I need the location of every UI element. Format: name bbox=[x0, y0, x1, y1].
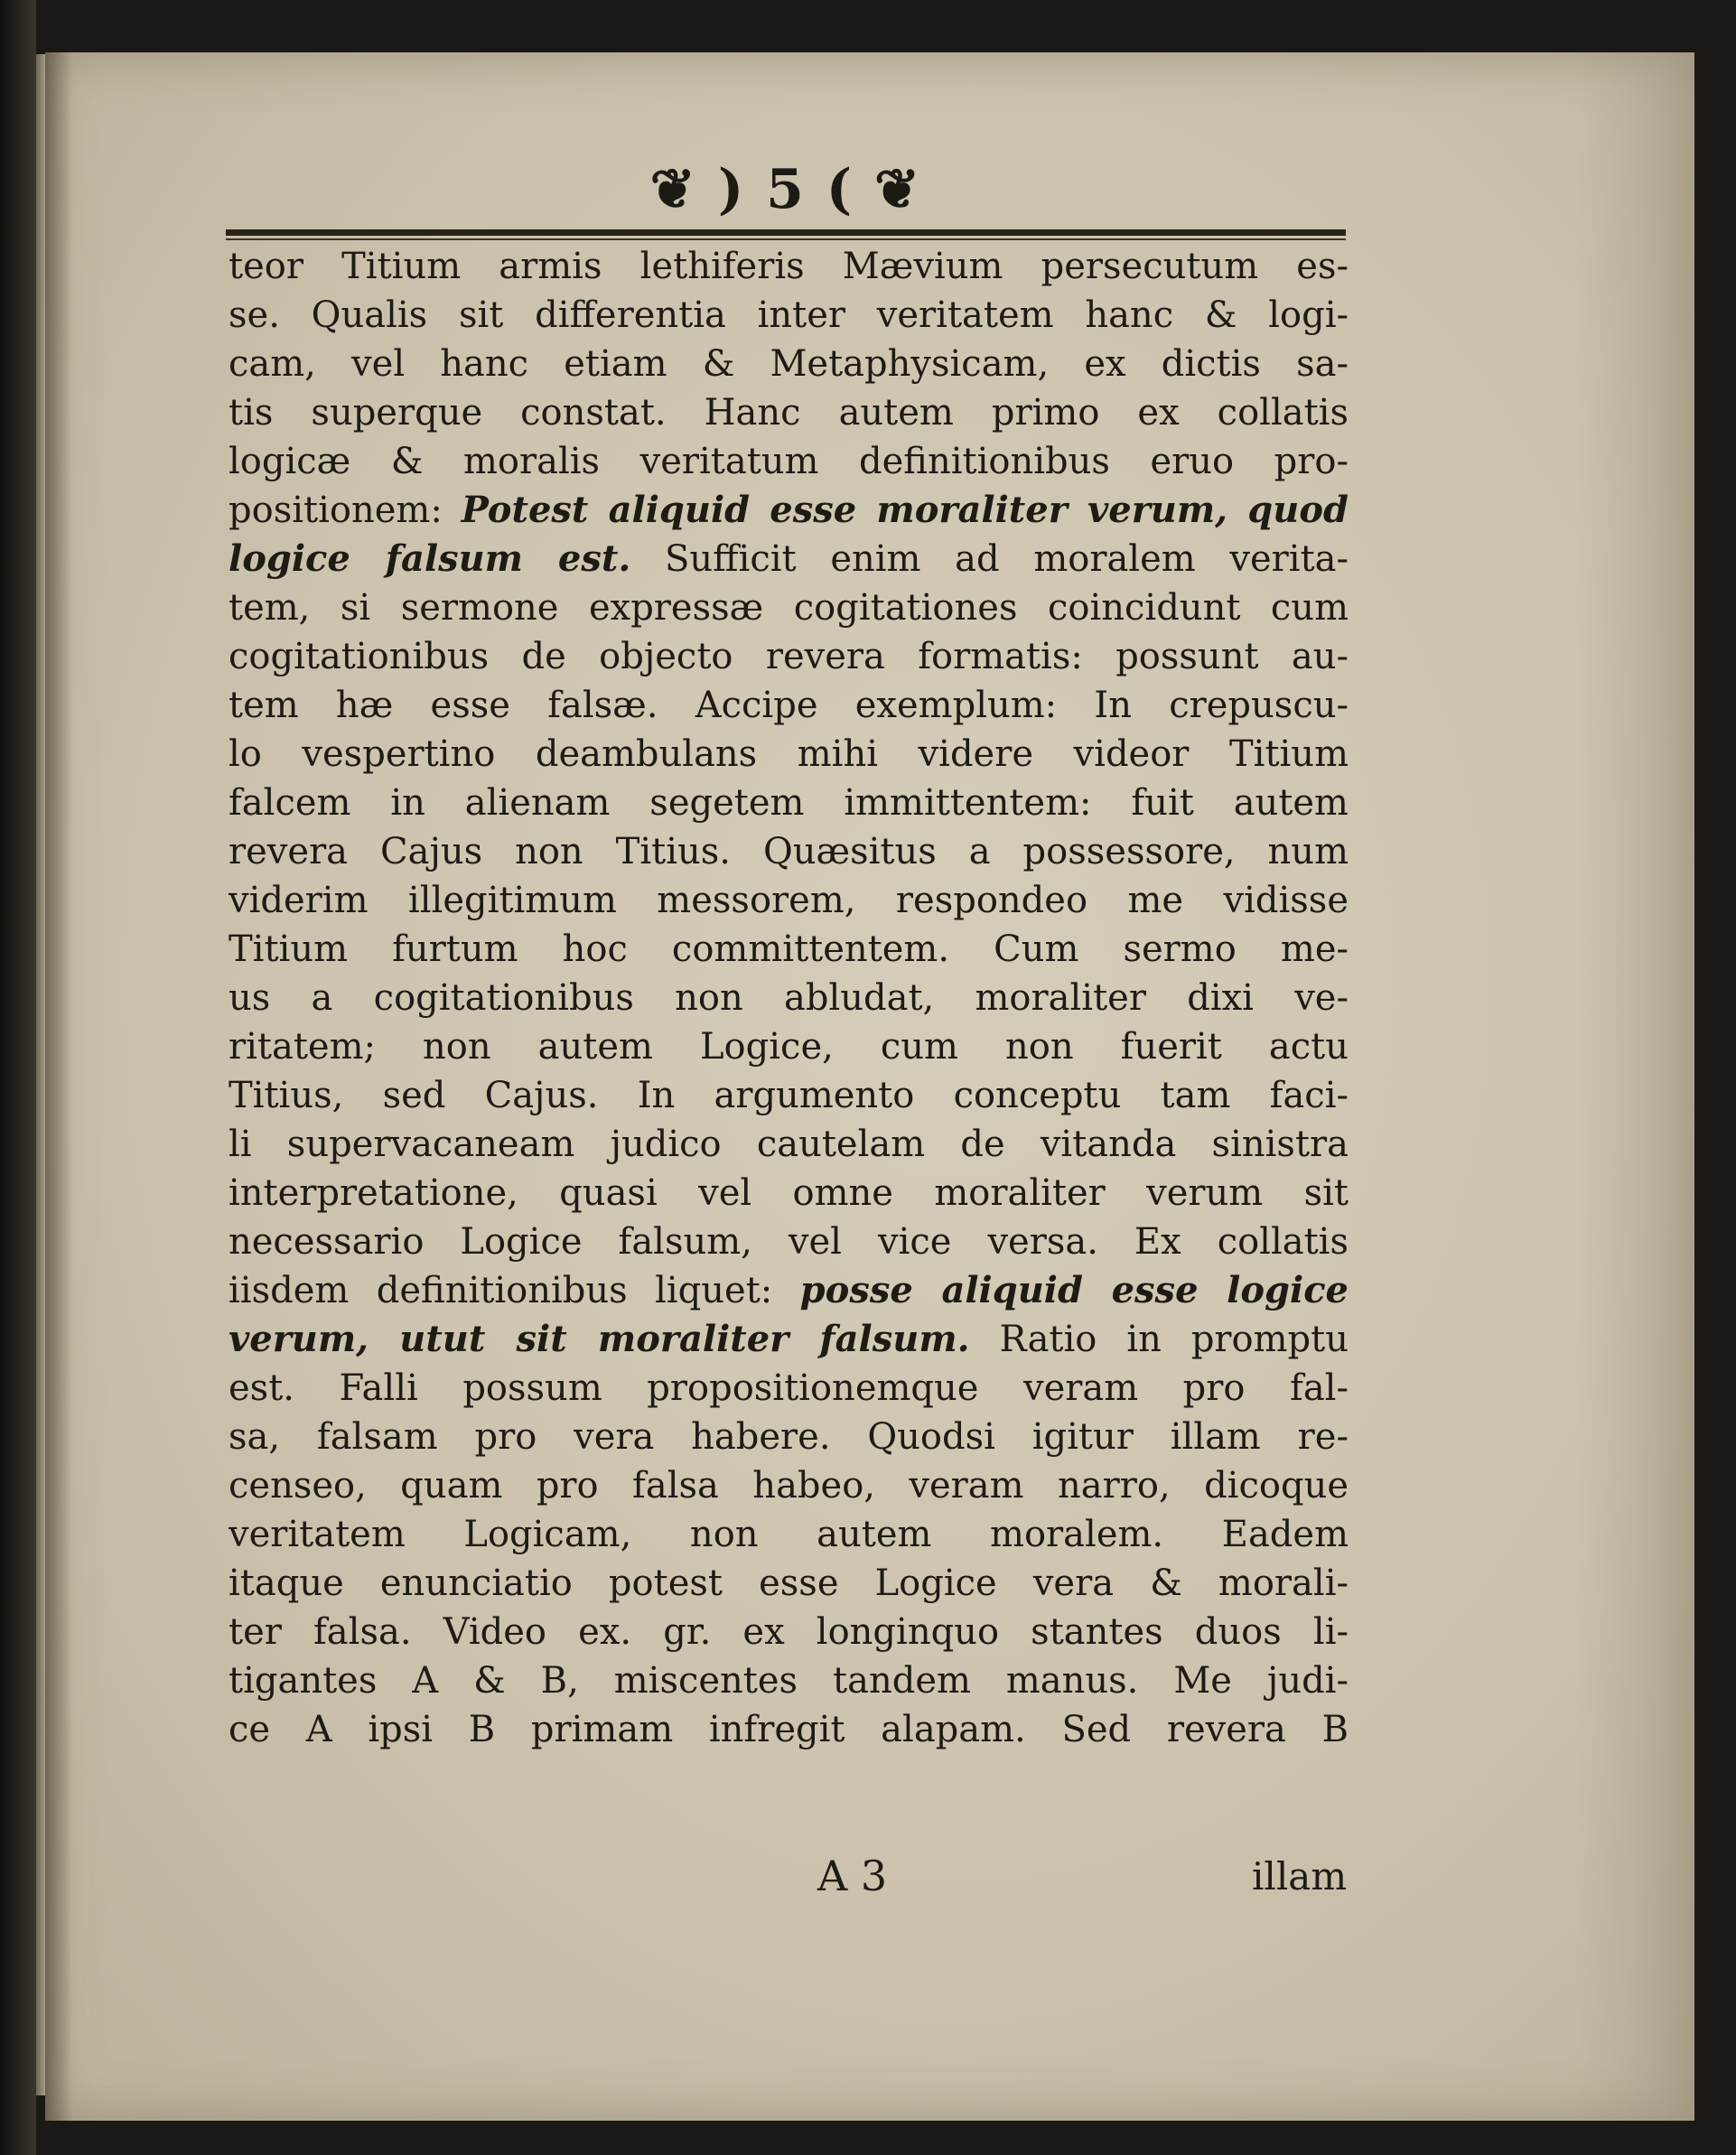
text-line-mixed bbox=[229, 486, 1349, 535]
text-line: cam, vel hanc etiam & Metaphysicam, ex dictis sa- bbox=[229, 343, 1349, 385]
body-text bbox=[229, 242, 1349, 1754]
text-line: teor Titium armis lethiferis Mævium persecutum es- bbox=[229, 246, 1349, 287]
text-line: viderim illegitimum messorem, respondeo me vidisse bbox=[229, 880, 1349, 921]
text-roman: iisdem definitionibus liquet: bbox=[229, 1270, 800, 1311]
text-roman: positionem: bbox=[229, 490, 462, 531]
text-line: li supervacaneam judico cautelam de vitanda sinistra bbox=[229, 1124, 1349, 1165]
text-line: est. Falli possum propositionemque veram pro fal- bbox=[229, 1367, 1349, 1409]
signature-mark: A 3 bbox=[817, 1852, 888, 1900]
text-line: revera Cajus non Titius. Quæsitus a possessore, num bbox=[229, 831, 1349, 872]
text-line: ritatem; non autem Logice, cum non fuerit actu bbox=[229, 1026, 1349, 1068]
gutter-shadow bbox=[45, 52, 72, 2121]
text-line: tem, si sermone expressæ cogitationes coincidunt cum bbox=[229, 587, 1349, 629]
header-rule-thin bbox=[226, 238, 1346, 240]
text-line-mixed bbox=[229, 1266, 1349, 1315]
text-line: sa, falsam pro vera habere. Quodsi igitur illam re- bbox=[229, 1416, 1349, 1458]
text-line: tigantes A & B, miscentes tandem manus. Me judi- bbox=[229, 1660, 1349, 1702]
edge-shading bbox=[1577, 52, 1694, 2121]
text-line: censeo, quam pro falsa habeo, veram narro, dicoque bbox=[229, 1465, 1349, 1507]
page-number-text: ❦ ) 5 ( ❦ bbox=[649, 158, 922, 221]
text-line: falcem in alienam segetem immittentem: fuit autem bbox=[229, 782, 1349, 824]
running-head-page-number bbox=[605, 158, 966, 239]
text-line: ter falsa. Video ex. gr. ex longinquo stantes duos li- bbox=[229, 1611, 1349, 1653]
text-line-mixed bbox=[229, 535, 1349, 583]
text-roman: Sufficit enim ad moralem verita- bbox=[630, 538, 1349, 580]
binding-edge bbox=[0, 0, 36, 2155]
text-line: veritatem Logicam, non autem moralem. Eadem bbox=[229, 1514, 1349, 1555]
header-rule bbox=[226, 229, 1346, 236]
text-line: Titius, sed Cajus. In argumento conceptu tam faci- bbox=[229, 1075, 1349, 1116]
text-italic: logice falsum est. bbox=[229, 537, 631, 580]
text-roman: Ratio in promptu bbox=[969, 1319, 1349, 1360]
text-line: us a cogitationibus non abludat, moraliter dixi ve- bbox=[229, 977, 1349, 1019]
text-line: tis superque constat. Hanc autem primo ex collatis bbox=[229, 392, 1349, 434]
text-italic: verum, utut sit moraliter falsum. bbox=[229, 1318, 970, 1360]
text-line-mixed bbox=[229, 1315, 1349, 1364]
text-line: interpretatione, quasi vel omne moraliter verum sit bbox=[229, 1172, 1349, 1214]
catchword: illam bbox=[1252, 1854, 1348, 1898]
text-line: logicæ & moralis veritatum definitionibus eruo pro- bbox=[229, 441, 1349, 482]
text-line: lo vespertino deambulans mihi videre videor Titium bbox=[229, 733, 1349, 775]
text-line: cogitationibus de objecto revera formatis: possunt au- bbox=[229, 636, 1349, 677]
text-line: Titium furtum hoc committentem. Cum sermo me- bbox=[229, 928, 1349, 970]
text-line: tem hæ esse falsæ. Accipe exemplum: In crepuscu- bbox=[229, 685, 1349, 726]
text-line: necessario Logice falsum, vel vice versa. Ex collatis bbox=[229, 1221, 1349, 1263]
text-line: itaque enunciatio potest esse Logice vera & morali- bbox=[229, 1563, 1349, 1604]
text-italic: posse aliquid esse logice bbox=[799, 1269, 1349, 1311]
previous-page-edge bbox=[36, 54, 45, 2095]
text-line: se. Qualis sit differentia inter veritatem hanc & logi- bbox=[229, 294, 1349, 336]
text-line: ce A ipsi B primam infregit alapam. Sed revera B bbox=[229, 1709, 1349, 1750]
text-italic: Potest aliquid esse moraliter verum, quod bbox=[461, 489, 1349, 531]
